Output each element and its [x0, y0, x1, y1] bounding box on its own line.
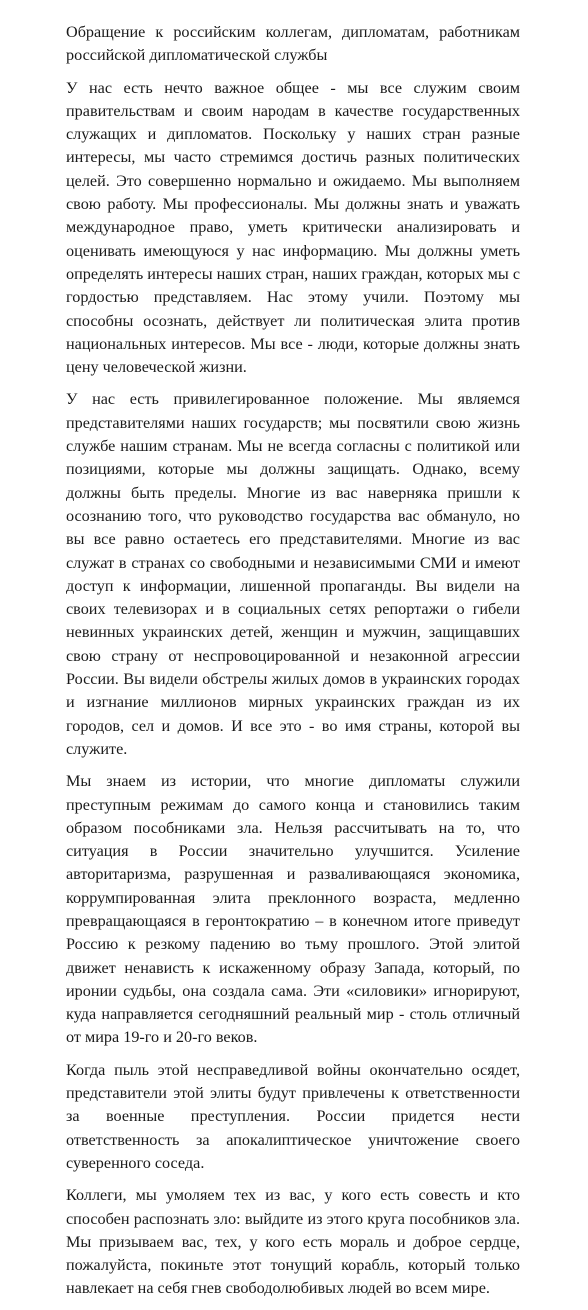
paragraph-2: У нас есть привилегированное положение. Мы являемся представителями наших государств; мы посвятили свою жизнь службе нашим странам. Мы не всегда согласны с политикой или позициями, которые мы должны защищать. Однако, всему должны быть пределы. Многие из вас наверняка пришли к осознанию того, что руководство государства вас обмануло, но вы все равно остаетесь его представителями. Многие из вас служат в странах со свободными и независимыми СМИ и имеют доступ к информации, лишенной пропаганды. Вы видели на своих телевизорах и в социальных сетях репортажи о гибели невинных украинских детей, женщин и мужчин, защищавших свою страну от неспровоцированной и незаконной агрессии России. Вы видели обстрелы жилых домов в украинских городах и изгнание миллионов мирных украинских граждан из их городов, сел и домов. И все это - во имя страны, которой вы служите.	[66, 390, 520, 758]
document-title: Обращение к российским коллегам, дипломатам, работникам российской дипломатической службы	[66, 23, 520, 65]
paragraph-5: Коллеги, мы умоляем тех из вас, у кого есть совесть и кто способен распознать зло: выйдите из этого круга пособников зла. Мы призываем вас, тех, у кого есть мораль и доброе сердце, пожалуйста, покиньте этот тонущий корабль, который только навлекает на себя гнев свободолюбивых людей во всем мире.	[66, 1186, 520, 1298]
document-page	[66, 21, 520, 1310]
paragraph-3: Мы знаем из истории, что многие дипломаты служили преступным режимам до самого конца и становились таким образом пособниками зла. Нельзя рассчитывать на то, что ситуация в России значительно улучшится. Усиление авторитаризма, разрушенная и разваливающаяся экономика, коррумпированная элита преклонного возраста, медленно превращающаяся в геронтократию – в конечном итоге приведут Россию к резкому падению во тьму прошлого. Этой элитой движет ненависть к искаженному образу Запада, который, по иронии судьбы, она создала сама. Эти «силовики» игнорируют, куда направляется сегодняшний реальный мир - столь отличный от мира 19-го и 20-го веков.	[66, 772, 520, 1047]
paragraph-1: У нас есть нечто важное общее - мы все служим своим правительствам и своим народам в качестве государственных служащих и дипломатов. Поскольку у наших стран разные интересы, мы часто стремимся достичь разных политических целей. Это совершенно нормально и ожидаемо. Мы выполняем свою работу. Мы профессионалы. Мы должны знать и уважать международное право, уметь критически анализировать и оценивать имеющуюся у нас информацию. Мы должны уметь определять интересы наших стран, наших граждан, которых мы с гордостью представляем. Нас этому учили. Поэтому мы способны осознать, действует ли политическая элита против национальных интересов. Мы все - люди, которые должны знать цену человеческой жизни.	[66, 78, 520, 377]
paragraph-4: Когда пыль этой несправедливой войны окончательно осядет, представители этой элиты будут привлечены к ответственности за военные преступления. России придется нести ответственность за апокалиптическое уничтожение своего суверенного соседа.	[66, 1060, 520, 1172]
